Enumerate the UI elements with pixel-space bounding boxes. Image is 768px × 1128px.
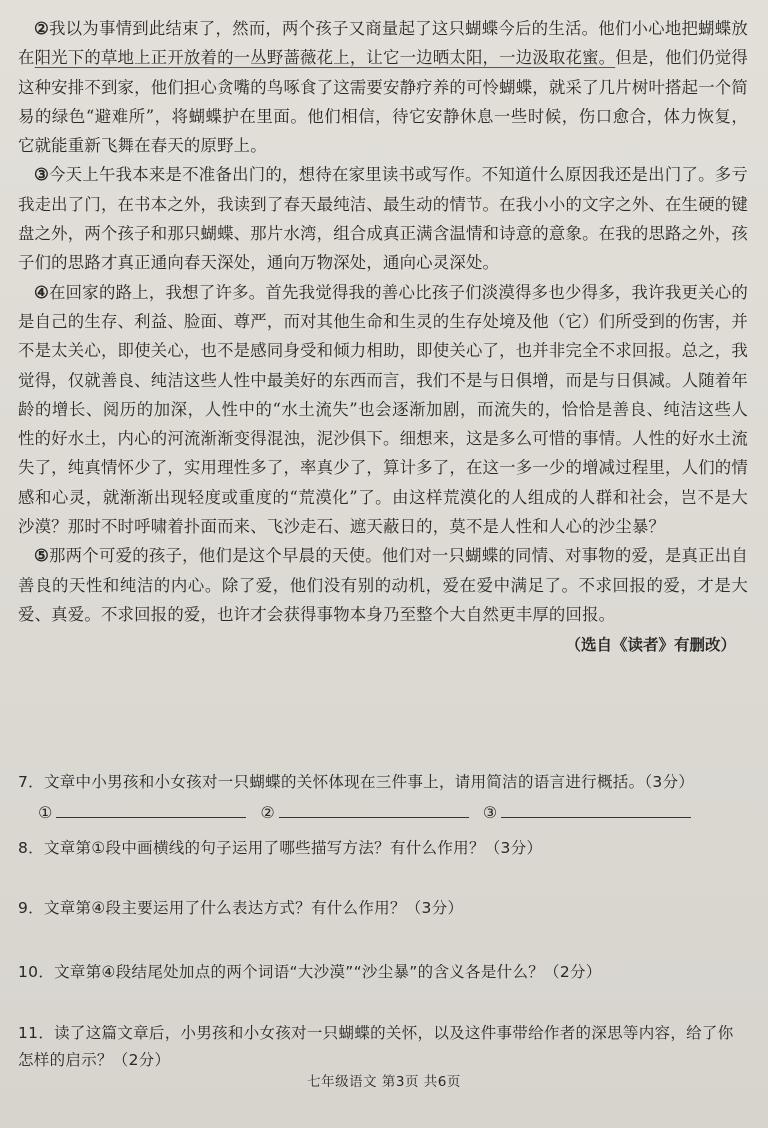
- question-list: [18, 770, 748, 1074]
- answer-marker: ③: [482, 803, 498, 822]
- answer-space-q10: [18, 984, 748, 1020]
- source-citation: （选自《读者》有删改）: [565, 635, 736, 655]
- question-9: 9．文章第④段主要运用了什么表达方式？有什么作用？（3分）: [18, 899, 464, 917]
- paragraph-text: 但是，他们仍觉得这种安排不到家，他们担心贪嘴的鸟啄食了这需要安静疗养的可怜蝴蝶，就采了几片树叶搭起一个简易的绿色“避难所”，将蝴蝶护在里面。他们相信，待它安静休息一些时候，伤口愈合，体力恢复，它就能重新飞舞在春天的原野上。: [18, 48, 748, 156]
- paragraph-text: 今天上午我本来是不准备出门的，想待在家里读书或写作。不知道什么原因我还是出门了。多亏我走出了门，在书本之外，我读到了春天最纯洁、最生动的情节。在我小小的文字之外、在生硬的键盘之外，两个孩子和那只蝴蝶、那片水湾，组合成真正满含温情和诗意的意象。在我的思路之外，孩子们的思路才真正通向春天深处，通向万物深处，通向心灵深处。: [18, 165, 748, 273]
- answer-blank-1[interactable]: [56, 816, 246, 818]
- answer-space-q9: [18, 920, 748, 960]
- paragraph-text: 在回家的路上，我想了许多。首先我觉得我的善心比孩子们淡漠得多也少得多，我许我更关心的是自己的生存、利益、脸面、尊严，而对其他生命和生灵的生存处境及他（它）们所受到的伤害，并不是太关心，即使关心，也不是感同身受和倾力相助，即使关心了，也并非完全不求回报。总之，我觉得，仅就善良、纯洁这些人性中最美好的东西而言，我们不是与日俱增，而是与日俱减。人随着年龄的增长、阅历的加深，人性中的“水土流失”也会逐渐加剧，而流失的，恰恰是善良、纯洁这些人性的好水土，内心的河流渐渐变得混浊，泥沙俱下。细想来，这是多么可惜的事情。人性的好水土流失了，纯真情怀少了，实用理性多了，率真少了，算计多了，在这一多一少的增减过程里，人们的情感和心灵，就渐渐出现轻度或重度的“荒漠化”了。由这样荒漠化的人组成的人群和社会，岂不是大沙漠？那时不时呼啸着扑面而来、飞沙走石、遮天蔽日的，莫不是人性和人心的沙尘暴？: [18, 282, 748, 537]
- answer-marker: ②: [260, 803, 275, 822]
- answer-space-q8: [18, 860, 748, 896]
- answer-blank-2[interactable]: [279, 816, 469, 818]
- underlined-sentence: 阳光下的草地上正开放着的一丛野蔷薇花上，让它一边晒太阳，一边汲取花蜜。: [34, 48, 616, 68]
- answer-blank-3[interactable]: [501, 816, 691, 818]
- paragraph-text: 那两个可爱的孩子，他们是这个早晨的天使。他们对一只蝴蝶的同情、对事物的爱，是真正出自善良的天性和纯洁的内心。除了爱，他们没有别的动机，爱在爱中满足了。不求回报的爱，才是大爱、真爱。不求回报的爱，也许才会获得事物本身乃至整个大自然更丰厚的回报。: [18, 546, 748, 624]
- reading-passage: [18, 14, 748, 659]
- paragraph-3: [18, 160, 748, 277]
- page-footer: 七年级语文 第3页 共6页: [307, 1074, 461, 1090]
- paragraph-number: ②: [34, 19, 50, 38]
- question-8: 8．文章第①段中画横线的句子运用了哪些描写方法？有什么作用？（3分）: [18, 839, 543, 857]
- paragraph-4: [18, 278, 748, 542]
- paragraph-number: ⑤: [34, 546, 50, 566]
- paragraph-text: 我以为事情到此结束了，然而，两个孩子又商量起了这只蝴蝶今后的生活。他们小心地把蝴蝶放在: [18, 19, 748, 68]
- paragraph-number: ③: [34, 165, 50, 185]
- question-7: 7．文章中小男孩和小女孩对一只蝴蝶的关怀体现在三件事上，请用简洁的语言进行概括。（3分）: [18, 773, 695, 791]
- question-10: 10．文章第④段结尾处加点的两个词语“大沙漠”“沙尘暴”的含义各是什么？（2分）: [18, 963, 602, 981]
- paragraph-2: [18, 14, 748, 160]
- answer-marker: ①: [38, 803, 53, 822]
- paragraph-number: ④: [34, 282, 50, 302]
- answer-row-q7: [38, 796, 748, 822]
- question-11: 11．读了这篇文章后，小男孩和小女孩对一只蝴蝶的关怀，以及这件事带给作者的深思等内容，给了你怎样的启示？（2分）: [18, 1024, 734, 1069]
- paragraph-5: [18, 541, 748, 629]
